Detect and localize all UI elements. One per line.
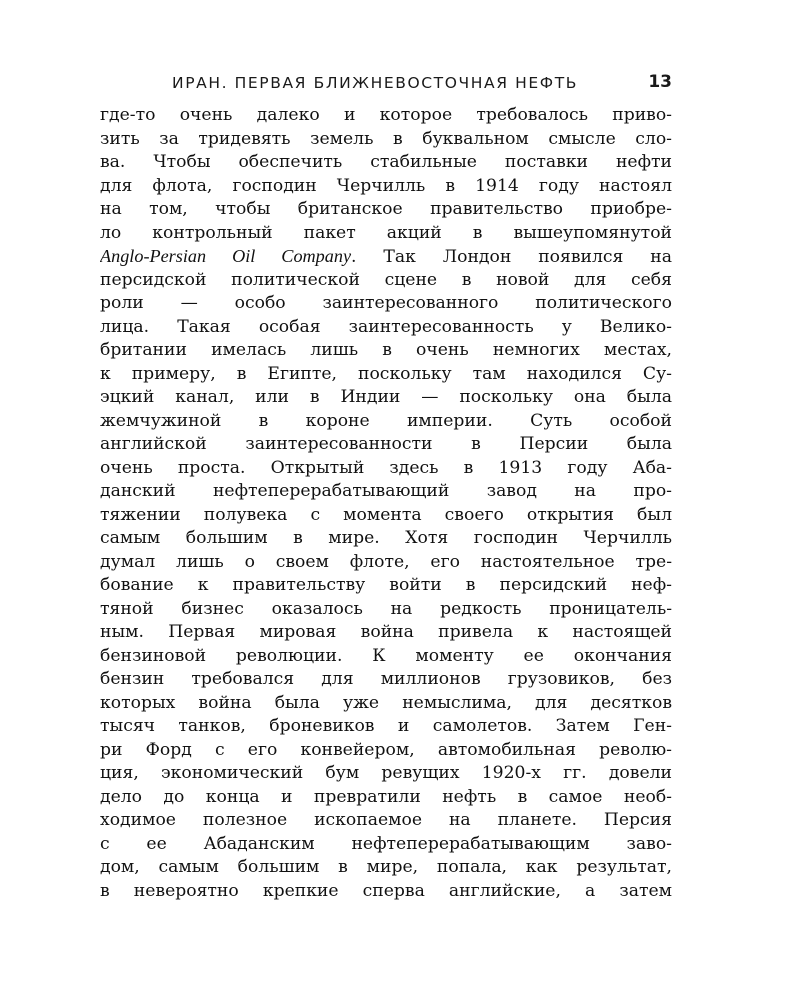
text-line (100, 245, 672, 269)
text-line: ва. Чтобы обеспечить стабильные поставки нефти (100, 152, 672, 172)
text-line: эцкий канал, или в Индии — поскольку она была (100, 387, 672, 407)
italic-company-name: Anglo-Persian Oil Company (100, 246, 352, 266)
text-line: данский нефтеперерабатывающий завод на про- (100, 481, 672, 501)
page-number: 13 (648, 72, 672, 92)
text-line: в невероятно крепкие сперва английские, а затем (100, 880, 672, 901)
text-line: где-то очень далеко и которое требовалось приво- (100, 105, 672, 125)
running-title: ИРАН. ПЕРВАЯ БЛИЖНЕВОСТОЧНАЯ НЕФТЬ (172, 74, 579, 92)
text-line: бование к правительству войти в персидский неф- (100, 575, 672, 595)
text-line: к примеру, в Египте, поскольку там находился Су- (100, 363, 672, 384)
text-line: очень проста. Открытый здесь в 1913 году Аба- (100, 457, 672, 478)
running-head (100, 72, 672, 96)
text-line: думал лишь о своем флоте, его настоятельное тре- (100, 551, 672, 572)
text-line: которых война была уже немыслима, для десятков (100, 692, 672, 713)
text-line: дело до конца и превратили нефть в самое необ- (100, 786, 672, 807)
text-line: с ее Абаданским нефтеперерабатывающим заво- (100, 833, 672, 854)
text-line: роли — особо заинтересованного политического (100, 293, 672, 313)
text-line: бензиновой революции. К моменту ее окончания (100, 645, 672, 666)
text-line: тяной бизнес оказалось на редкость проницатель- (100, 598, 672, 619)
text-line: ция, экономический бум ревущих 1920-х гг. довели (100, 763, 672, 783)
text-line: тысяч танков, броневиков и самолетов. Затем Ген- (100, 716, 672, 736)
text-line: зить за тридевять земель в буквальном смысле сло- (100, 128, 672, 149)
body-text (100, 104, 672, 903)
text-line: лица. Такая особая заинтересованность у Велико- (100, 316, 672, 337)
text-line: дом, самым большим в мире, попала, как результат, (100, 857, 672, 877)
text-line: жемчужиной в короне империи. Суть особой (100, 410, 672, 431)
text-line: ходимое полезное ископаемое на планете. Персия (100, 810, 672, 830)
text-line: самым большим в мире. Хотя господин Черчилль (100, 528, 672, 548)
text-line: британии имелась лишь в очень немногих местах, (100, 340, 672, 360)
text-line: для флота, господин Черчилль в 1914 году настоял (100, 175, 672, 196)
text-line: персидской политической сцене в новой для себя (100, 269, 672, 290)
text-fragment: . Так Лондон появился на (351, 247, 672, 267)
text-line: тяжении полувека с момента своего открытия был (100, 504, 672, 525)
text-line: на том, чтобы британское правительство приобре- (100, 199, 672, 219)
text-line: бензин требовался для миллионов грузовиков, без (100, 669, 672, 689)
text-line: ным. Первая мировая война привела к настоящей (100, 622, 672, 642)
text-line: английской заинтересованности в Персии была (100, 434, 672, 454)
text-line: ри Форд с его конвейером, автомобильная револю- (100, 739, 672, 760)
text-line: ло контрольный пакет акций в вышеупомянутой (100, 222, 672, 243)
